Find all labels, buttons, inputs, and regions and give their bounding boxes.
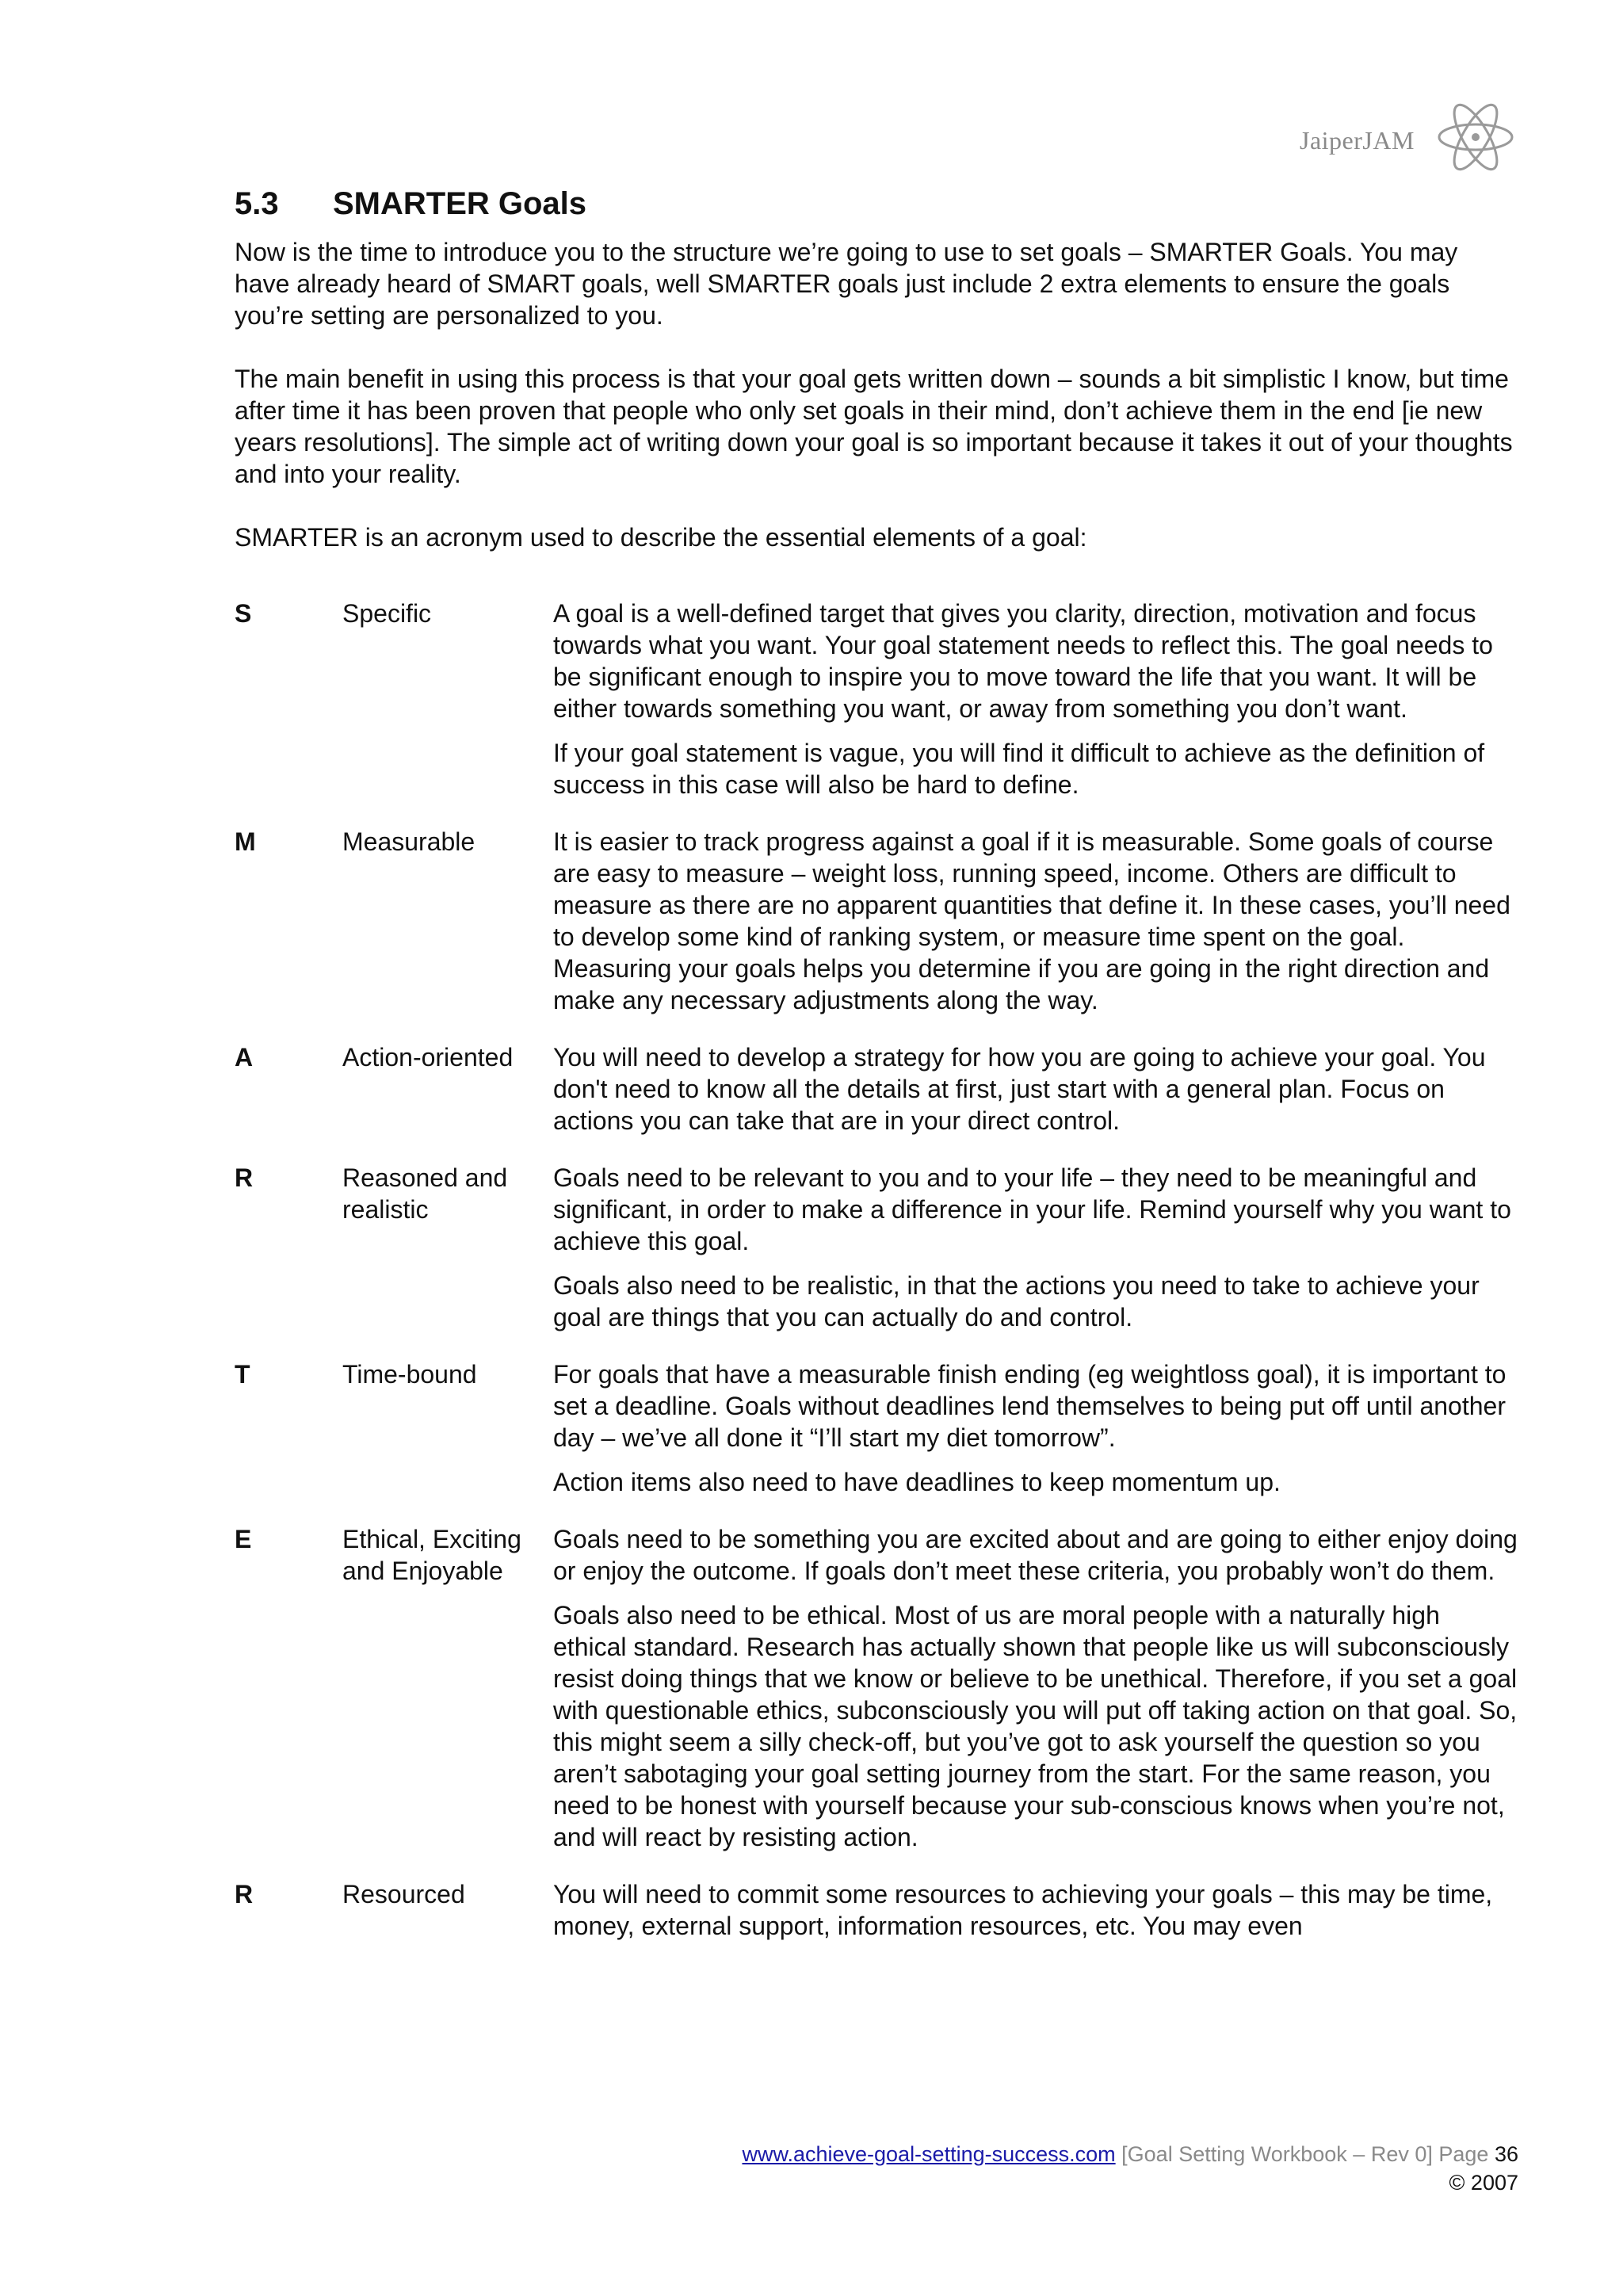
smarter-term: Action-oriented [342,1043,514,1072]
page-number: 36 [1494,2142,1518,2166]
jaiperjam-logo [1300,99,1529,186]
section-number: 5.3 [235,186,279,221]
document-title: [Goal Setting Workbook – Rev 0] [1121,2142,1433,2166]
smarter-description [553,826,1518,1016]
smarter-description [553,1041,1518,1137]
smarter-row [235,1878,1518,1942]
logo-text: JaiperJAM [1300,126,1415,155]
section-title: SMARTER Goals [333,186,587,221]
description-paragraph: Goals also need to be ethical. Most of us are moral people with a naturally high ethical standard. Research has actually shown that people like us will subconsciously resist doing things that we know or believe to be unethical. Therefore, if you set a goal with questionable ethics, subconsciously you will put off taking action on that goal. So, this might seem a silly check-off, but you’ve got to ask yourself the question so you aren’t sabotaging your goal setting journey from the start. For the same reason, you need to be honest with yourself because your sub-conscious knows when you’re not, and will react by resisting action. [553,1601,1518,1851]
description-paragraph: You will need to develop a strategy for how you are going to achieve your goal. You don't need to know all the details at first, just start with a general plan. Focus on actions you can take that are in your direct control. [553,1043,1486,1135]
intro-paragraph: Now is the time to introduce you to the structure we’re going to use to set goals – SMARTER Goals. You may have already heard of SMART goals, well SMARTER goals just include 2 extra elements to ensure the goals you’re setting are personalized to you. [235,238,1458,330]
smarter-description [553,1523,1518,1853]
intro-paragraph: SMARTER is an acronym used to describe the essential elements of a goal: [235,523,1087,552]
smarter-letter: S [235,599,252,628]
smarter-description [553,1162,1518,1333]
smarter-term: Time-bound [342,1360,477,1389]
page-content [235,186,1518,1967]
section-heading [235,186,1518,222]
description-paragraph: Goals need to be something you are excited about and are going to either enjoy doing or enjoy the outcome. If goals don’t meet these criteria, you probably won’t do them. [553,1525,1518,1585]
smarter-term: Measurable [342,827,475,856]
smarter-letter: T [235,1360,250,1389]
smarter-letter: R [235,1163,254,1192]
smarter-row [235,826,1518,1016]
smarter-row [235,1523,1518,1853]
smarter-term: Reasoned and realistic [342,1163,508,1224]
description-paragraph: It is easier to track progress against a goal if it is measurable. Some goals of course are easy to measure – weight loss, running speed, income. Others are difficult to measure as there are no apparent quantities that define it. In these cases, you’ll need to develop some kind of ranking system, or measure time spent on the goal. Measuring your goals helps you determine if you are going in the right direction and make any necessary adjustments along the way. [553,827,1510,1014]
smarter-letter: A [235,1043,254,1072]
description-paragraph: For goals that have a measurable finish ending (eg weightloss goal), it is important to set a deadline. Goals without deadlines lend themselves to being put off until another day – we’ve all done it “I’ll start my diet tomorrow”. [553,1360,1507,1452]
description-paragraph: A goal is a well-defined target that gives you clarity, direction, motivation and focus towards what you want. Your goal statement needs to reflect this. The goal needs to be significant enough to inspire you to move toward the life that you want. It will be either towards something you want, or away from something you don’t want. [553,599,1493,723]
smarter-row [235,1358,1518,1498]
smarter-description [553,1358,1518,1498]
copyright: © 2007 [1449,2171,1518,2195]
description-paragraph: You will need to commit some resources to achieving your goals – this may be time, money, external support, information resources, etc. You may even [553,1880,1493,1940]
smarter-description [553,598,1518,800]
smarter-term: Resourced [342,1880,465,1908]
smarter-row [235,1041,1518,1137]
footer-line [742,2140,1518,2168]
smarter-letter: M [235,827,256,856]
description-paragraph: Goals need to be relevant to you and to your life – they need to be meaningful and significant, in order to make a difference in your life. Remind yourself why you want to achieve this goal. [553,1163,1511,1255]
page-label: Page [1438,2142,1489,2166]
atom-icon [1434,99,1522,178]
description-paragraph: Goals also need to be realistic, in that the actions you need to take to achieve your goal are things that you can actually do and control. [553,1271,1480,1331]
smarter-term: Ethical, Exciting and Enjoyable [342,1525,521,1585]
smarter-list [235,598,1518,1942]
smarter-description [553,1878,1518,1942]
description-paragraph: If your goal statement is vague, you will find it difficult to achieve as the definition of success in this case will also be hard to define. [553,739,1485,799]
website-link[interactable]: www.achieve-goal-setting-success.com [742,2142,1116,2166]
description-paragraph: Action items also need to have deadlines to keep momentum up. [553,1468,1281,1496]
smarter-row [235,1162,1518,1333]
smarter-term: Specific [342,599,432,628]
intro-paragraph: The main benefit in using this process is that your goal gets written down – sounds a bit simplistic I know, but time after time it has been proven that people who only set goals in their mind, don’t achieve them in the end [ie new years resolutions]. The simple act of writing down your goal is so important because it takes it out of your thoughts and into your reality. [235,365,1513,488]
page-footer [742,2140,1518,2197]
smarter-letter: R [235,1880,254,1908]
smarter-letter: E [235,1525,252,1553]
smarter-row [235,598,1518,800]
